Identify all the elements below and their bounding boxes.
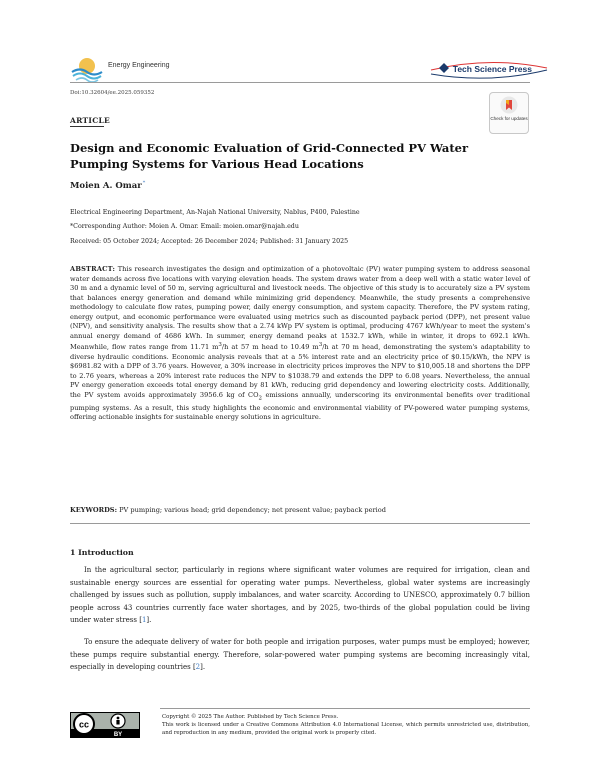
paragraph-2-text: To ensure the adequate delivery of water for both people and irrigation purposes, water pumps must be employed; however, these pumps require substantial energy. Therefore, solar-powered water pumping systems are becoming increasingly vital, especially in developing countries [ bbox=[70, 638, 530, 671]
publisher-name: Tech Science Press bbox=[452, 64, 532, 74]
abstract-sup-1: 3 bbox=[218, 342, 222, 348]
author-name: Moien A. Omar bbox=[70, 180, 142, 191]
publisher-logo bbox=[439, 62, 532, 76]
abstract-sub-co2: 2 bbox=[258, 395, 262, 401]
abstract-sup-2: 3 bbox=[318, 342, 323, 348]
keywords-label: KEYWORDS: bbox=[70, 506, 118, 514]
introduction-paragraph-2 bbox=[70, 636, 530, 674]
header-divider bbox=[70, 82, 530, 83]
keywords bbox=[70, 506, 530, 515]
abstract-text-1: This research investigates the design and optimization of a photovoltaic (PV) water pumping system to address seasonal water demands across five locations with varying elevation heads. The system draws water from a deep well with a static water level of 30 m and a dynamic level of 50 m, serving agricultural and livestock needs. The objective of this study is to accurately size a PV system that balances energy generation and demand while minimizing grid dependency. Meanwhile, the study presents a comprehensive methodology to calculate flow rates, pumping power, daily energy consumption, and system capacity. Therefore, the PV system rating, energy output, and economic performance were evaluated using metrics such as discounted payback period (DPP), net present value (NPV), and sensitivity analysis. The results show that a 2.74 kWp PV system is optimal, producing 4767 kWh/year to meet the system's annual energy demand of 4686 kWh. In summer, energy demand peaks at 1532.7 kWh, while in winter, it drops to 692.1 kWh. Meanwhile, flow rates range from 11.71 m bbox=[70, 265, 530, 352]
svg-text:cc: cc bbox=[78, 719, 90, 730]
license-text bbox=[162, 713, 530, 737]
keywords-text: PV pumping; various head; grid dependency; net present value; payback period bbox=[119, 506, 386, 514]
license-line: This work is licensed under a Creative Commons Attribution 4.0 International License, which permits unrestricted use, distribution, and reproduction in any medium, provided the original work is properly cited. bbox=[162, 722, 530, 736]
journal-name: Energy Engineering bbox=[108, 62, 170, 69]
bookmark-icon bbox=[500, 96, 518, 114]
article-type-underline bbox=[70, 126, 104, 127]
publication-dates: Received: 05 October 2024; Accepted: 26 December 2024; Published: 31 January 2025 bbox=[70, 238, 349, 245]
author-line bbox=[70, 180, 145, 191]
paper-title: Design and Economic Evaluation of Grid-Connected PV Water Pumping Systems for Various Head Locations bbox=[70, 141, 469, 171]
abstract-text-3: /h at 70 m head, demonstrating the system's adaptability to diverse hydraulic conditions. Economic analysis reveals that at a 5% interest rate and an electricity price of $0.15/kWh, the NPV is $6981.82 with a DPP of 3.76 years. However, a 30% increase in electricity prices improves the NPV to $10,005.18 and shortens the DPP to 2.76 years, whereas a 20% interest rate reduces the NPV to $1038.79 and extends the DPP to 6.08 years. Nevertheless, the annual PV energy generation exceeds total energy demand by 81 kWh, reducing grid dependency and lowering electricity costs. Additionally, the PV system avoids approximately 3956.6 kg of CO bbox=[70, 343, 530, 399]
section-heading-introduction: 1 Introduction bbox=[70, 548, 134, 557]
introduction-paragraph-1 bbox=[70, 564, 530, 627]
paragraph-2-end: ]. bbox=[200, 663, 206, 671]
cc-by-license-icon[interactable] bbox=[70, 712, 140, 738]
doi[interactable]: Doi:10.32604/ee.2025.059352 bbox=[70, 90, 155, 96]
citation-link-2[interactable]: 2 bbox=[195, 663, 201, 671]
copyright-line: Copyright © 2025 The Author. Published by Tech Science Press. bbox=[162, 714, 339, 720]
citation-link-1[interactable]: 1 bbox=[141, 616, 147, 624]
check-for-updates-button[interactable] bbox=[489, 92, 529, 134]
paragraph-1-text: In the agricultural sector, particularly in regions where significant water volumes are required for irrigation, clean and sustainable energy sources are essential for operating water pumps. Nevertheless, global water systems are increasingly challenged by issues such as pollution, supply imbalances, and water scarcity. According to UNESCO, approximately 0.7 billion people across 43 countries currently face water shortages, and by 2025, two-thirds of the global population could be living under water stress [ bbox=[70, 566, 530, 624]
corresponding-author: *Corresponding Author: Moien A. Omar. Email: moien.omar@najah.edu bbox=[70, 223, 299, 230]
article-type: ARTICLE bbox=[70, 116, 111, 125]
abstract-text-4: emissions annually, underscoring its environmental benefits over traditional pumping systems. As a result, this study highlights the economic and environmental viability of PV-powered water pumping systems, offering actionable insights for sustainable energy solutions in agriculture. bbox=[70, 390, 530, 421]
abstract-text-2: /h at 57 m head to 10.49 m bbox=[221, 343, 319, 352]
abstract-label: ABSTRACT: bbox=[70, 265, 116, 273]
cc-by-label: BY bbox=[113, 732, 123, 738]
check-for-updates-label: Check for updates bbox=[490, 116, 528, 121]
keywords-divider bbox=[70, 523, 530, 524]
paragraph-1-end: ]. bbox=[146, 616, 152, 624]
affiliation: Electrical Engineering Department, An-Najah National University, Nablus, P400, Palestine bbox=[70, 209, 360, 216]
author-marker[interactable]: * bbox=[142, 180, 146, 186]
journal-logo-icon bbox=[70, 54, 104, 82]
abstract bbox=[70, 265, 530, 423]
footer-divider bbox=[160, 708, 530, 709]
